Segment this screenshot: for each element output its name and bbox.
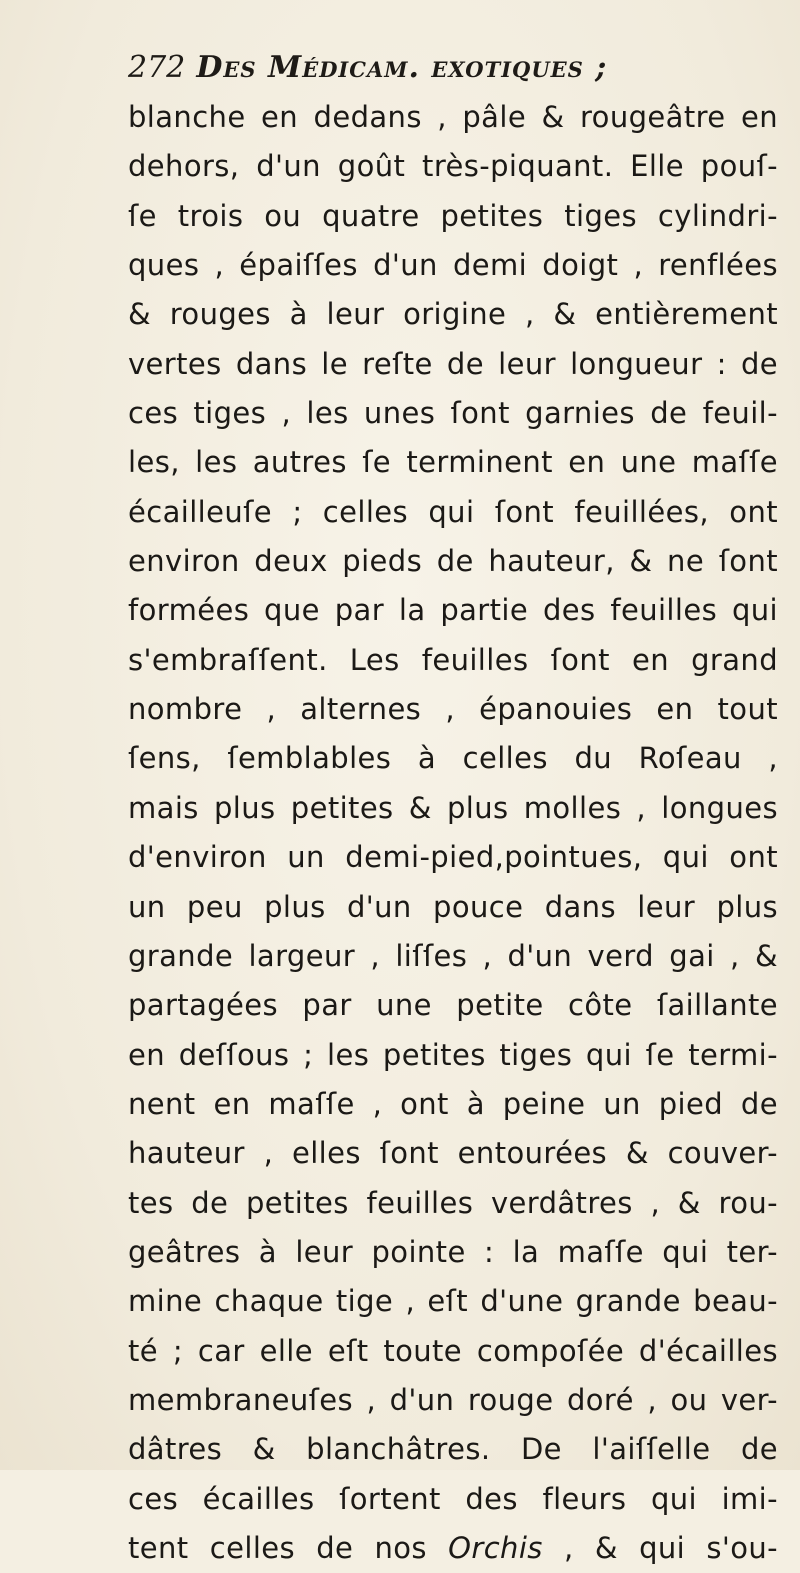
text-line: ques , épaiſſes d'un demi doigt , renflées (128, 248, 778, 283)
text-line: mais plus petites & plus molles , longues (128, 790, 778, 825)
text-line: geâtres à leur pointe : la maſſe qui ter- (128, 1234, 778, 1269)
running-title: Des Médicam. exotiques ; (196, 50, 608, 85)
text-fragment: , & qui s'ou- (542, 1530, 778, 1565)
text-line: grande largeur , liſſes , d'un verd gai , & (128, 938, 778, 973)
text-line: ces tiges , les unes ſont garnies de feuil- (128, 396, 778, 431)
text-line: environ deux pieds de hauteur, & ne ſont (128, 544, 778, 579)
text-line: d'environ un demi-pied,pointues, qui ont (128, 840, 778, 875)
text-line: en deſſous ; les petites tiges qui ſe termi- (128, 1037, 778, 1072)
page-number: 272 (128, 50, 186, 85)
text-line: écailleuſe ; celles qui ſont feuillées, ont (128, 494, 778, 529)
text-line: ces écailles ſortent des fleurs qui imi- (128, 1481, 778, 1516)
text-line: & rouges à leur origine , & entièrement (128, 297, 778, 332)
italic-term: Orchis (448, 1530, 543, 1565)
text-line: s'embraſſent. Les feuilles ſont en grand (128, 642, 778, 677)
text-line: les, les autres ſe terminent en une maſſe (128, 445, 778, 480)
text-line: nombre , alternes , épanouies en tout (128, 692, 778, 727)
text-line: partagées par une petite côte ſaillante (128, 988, 778, 1023)
text-line-last (128, 1524, 778, 1573)
text-line: un peu plus d'un pouce dans leur plus (128, 889, 778, 924)
text-line: formées que par la partie des feuilles qui (128, 593, 778, 628)
text-line: membraneuſes , d'un rouge doré , ou ver- (128, 1382, 778, 1417)
text-line: dâtres & blanchâtres. De l'aiſſelle de (128, 1432, 778, 1467)
body-text (128, 93, 778, 1573)
text-line: té ; car elle eſt toute compoſée d'écailles (128, 1333, 778, 1368)
text-fragment: tent celles de nos (128, 1530, 449, 1565)
text-line: vertes dans le reſte de leur longueur : de (128, 346, 778, 381)
text-line: tes de petites feuilles verdâtres , & rou- (128, 1185, 778, 1220)
text-line: hauteur , elles ſont entourées & couver- (128, 1136, 778, 1171)
text-line: ſe trois ou quatre petites tiges cylindri- (128, 198, 778, 233)
text-line: blanche en dedans , pâle & rougeâtre en (128, 100, 778, 134)
text-line: dehors, d'un goût très-piquant. Elle pouſ- (128, 149, 778, 184)
running-header (128, 50, 768, 98)
text-line: ſens, ſemblables à celles du Roſeau , (128, 741, 778, 776)
text-line: nent en maſſe , ont à peine un pied de (128, 1086, 778, 1121)
text-line: mine chaque tige , eſt d'une grande beau- (128, 1284, 778, 1319)
